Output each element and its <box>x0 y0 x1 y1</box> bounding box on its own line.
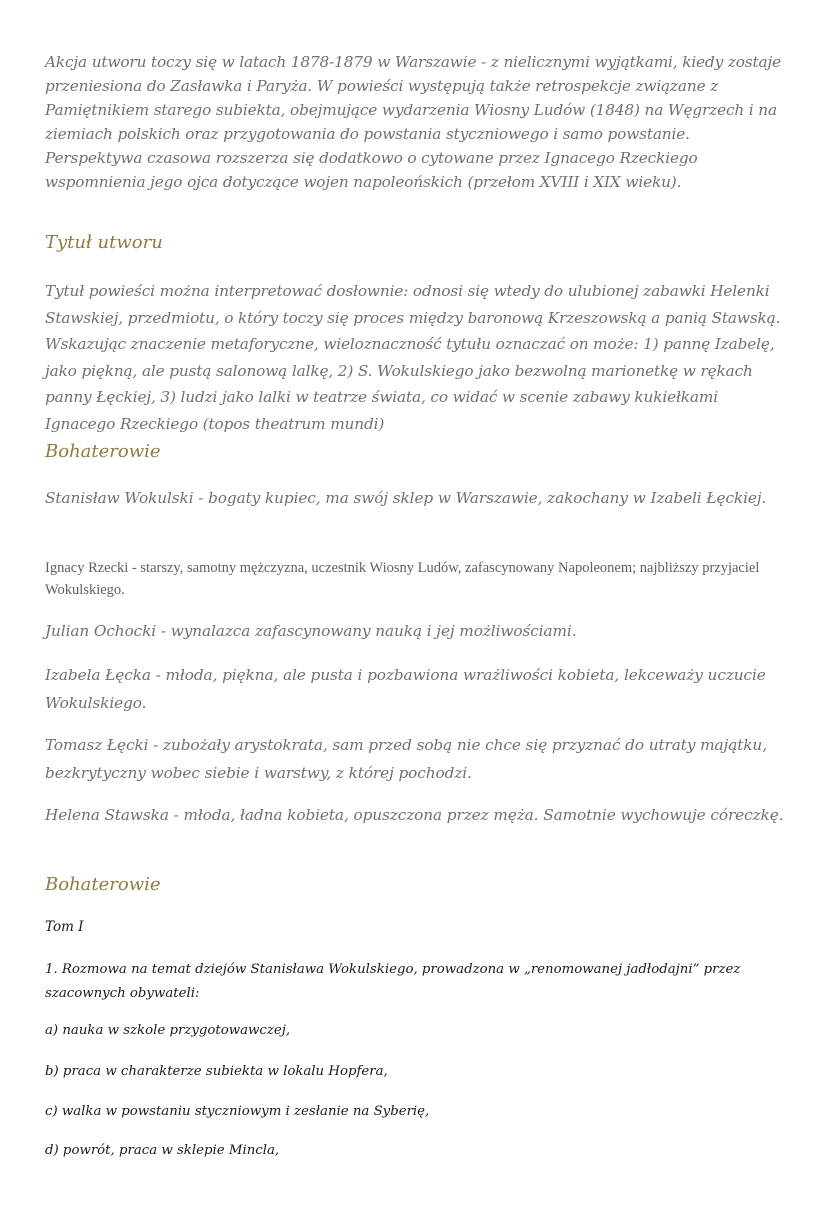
intro-paragraph: Akcja utworu toczy się w latach 1878-1879 w Warszawie - z nielicznymi wyjątkami, kiedy zostaje przeniesiona do Zasławka i Paryża. W powieści występują także retrospekcje związane z Pamiętnikiem starego subiekta, obejmujące wydarzenia Wiosny Ludów (1848) na Węgrzech i na ziemiach polskich oraz przygotowania do powstania styczniowego i samo powstanie. Perspektywa czasowa rozszerza się dodatkowo o cytowane przez Ignacego Rzeckiego wspomnienia jego ojca dotyczące wojen napoleońskich (przełom XVIII i XIX wieku). <box>45 53 781 191</box>
title-heading: Tytuł utworu <box>45 232 163 253</box>
title-paragraph: Tytuł powieści można interpretować dosłownie: odnosi się wtedy do ulubionej zabawki Helenki Stawskiej, przedmiotu, o który toczy się proces między baronową Krzeszowską a panią Stawską. Wskazując znaczenie metaforyczne, wieloznaczność tytułu oznaczać on może: 1) pannę Izabelę, jako piękną, ale pustą salonową lalkę, 2) S. Wokulskiego jako bezwolną marionetkę w rękach panny Łęckiej, 3) ludzi jako lalki w teatrze świata, co widać w scenie zabawy kukiełkami Ignacego Rzeckiego (topos theatrum mundi) <box>45 282 781 433</box>
plot-item: 1. Rozmowa na temat dziejów Stanisława Wokulskiego, prowadzona w „renomowanej jadłodajni” przez szacownych obywateli: <box>45 962 741 1001</box>
character-ochocki: Julian Ochocki - wynalazca zafascynowany nauką i jej możliwościami. <box>45 622 577 640</box>
characters-heading: Bohaterowie <box>45 441 161 462</box>
character-izabela: Izabela Łęcka - młoda, piękna, ale pusta i pozbawiona wrażliwości kobieta, lekceważy uczucie Wokulskiego. <box>45 666 766 712</box>
plot-item: b) praca w charakterze subiekta w lokalu Hopfera, <box>45 1064 388 1079</box>
character-stawska: Helena Stawska - młoda, ładna kobieta, opuszczona przez męża. Samotnie wychowuje córeczkę. <box>45 806 784 824</box>
volume-label: Tom I <box>45 919 84 935</box>
character-tomasz: Tomasz Łęcki - zubożały arystokrata, sam przed sobą nie chce się przyznać do utraty majątku, bezkrytyczny wobec siebie i warstwy, z której pochodzi. <box>45 736 767 782</box>
plot-heading: Bohaterowie <box>45 874 161 895</box>
character-wokulski: Stanisław Wokulski - bogaty kupiec, ma swój sklep w Warszawie, zakochany w Izabeli Łęckiej. <box>45 489 767 507</box>
character-rzecki: Ignacy Rzecki - starszy, samotny mężczyzna, uczestnik Wiosny Ludów, zafascynowany Napoleonem; najbliższy przyjaciel Wokulskiego. <box>45 560 760 598</box>
plot-item: a) nauka w szkole przygotowawczej, <box>45 1023 291 1038</box>
plot-item: c) walka w powstaniu styczniowym i zesłanie na Syberię, <box>45 1104 430 1119</box>
plot-item: d) powrót, praca w sklepie Mincla, <box>45 1143 280 1158</box>
